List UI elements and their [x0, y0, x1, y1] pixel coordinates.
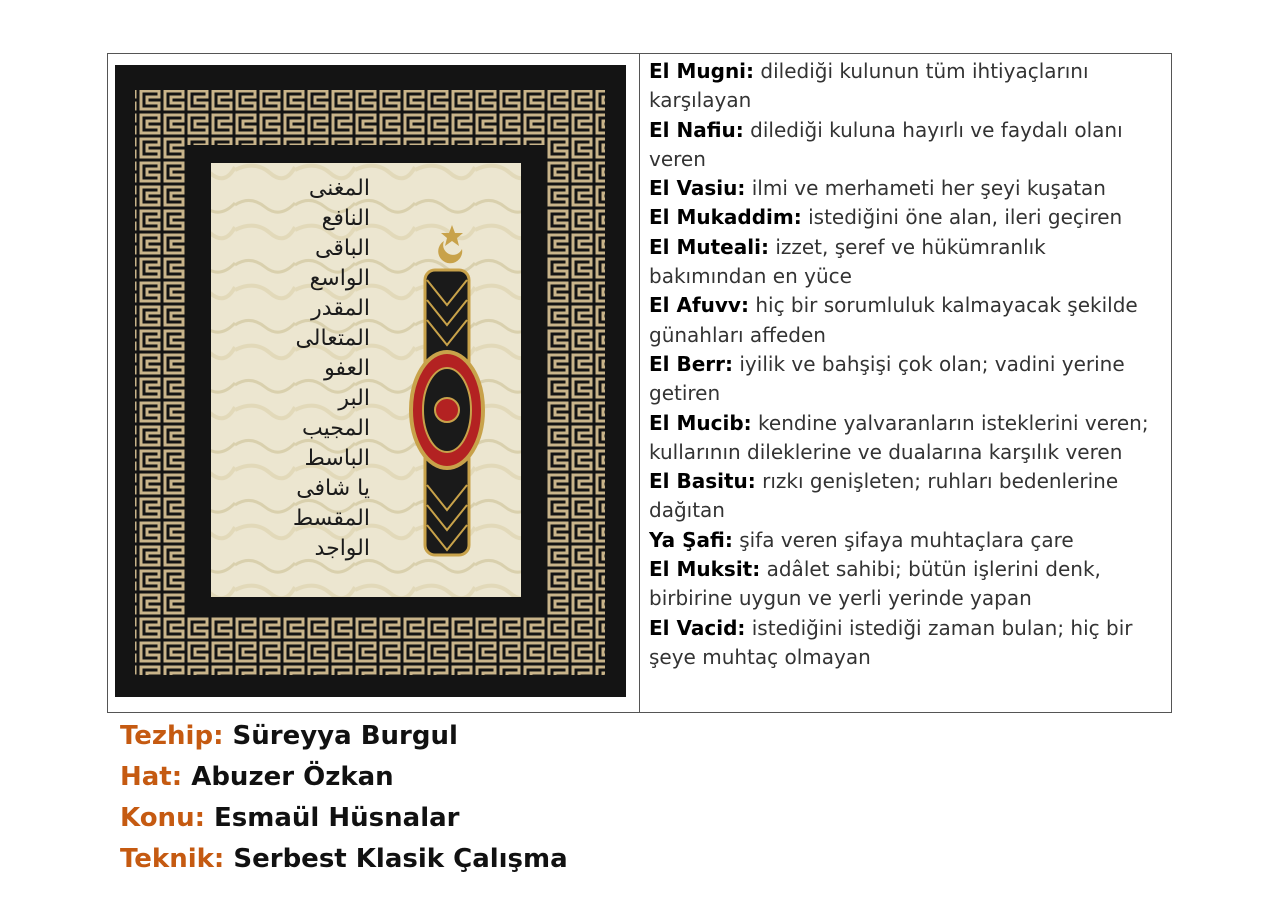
name-term: El Mukaddim:: [649, 205, 802, 230]
name-entry: [649, 291, 1163, 350]
calligraphy-artwork-image: [115, 65, 626, 697]
calligraphy-line: الباسط: [304, 446, 370, 471]
names-definitions-cell: [640, 54, 1171, 712]
name-entry: [649, 467, 1163, 526]
name-definition: şifa veren şifaya muhtaçlara çare: [739, 527, 1074, 552]
credit-value: Abuzer Özkan: [191, 762, 394, 792]
credit-line: [120, 757, 568, 798]
credit-line: [120, 798, 568, 839]
credit-line: [120, 716, 568, 757]
credit-value: Süreyya Burgul: [232, 721, 458, 751]
name-term: El Muteali:: [649, 234, 769, 259]
name-entry: [649, 409, 1163, 468]
name-entry: [649, 174, 1163, 203]
credit-label: Hat:: [120, 762, 183, 792]
calligraphy-line: يا شافى: [296, 476, 370, 501]
name-entry: [649, 116, 1163, 175]
credit-value: Serbest Klasik Çalışma: [233, 844, 568, 874]
calligraphy-line: الواجد: [314, 536, 370, 561]
name-definition: izzet, şeref ve hükümranlık bakımından en yüce: [649, 234, 1046, 289]
name-term: El Vasiu:: [649, 176, 746, 201]
name-entry: [649, 555, 1163, 614]
name-term: El Muksit:: [649, 557, 761, 582]
credit-label: Tezhip:: [120, 721, 224, 751]
name-definition: dilediği kuluna hayırlı ve faydalı olanı veren: [649, 117, 1123, 171]
credit-value: Esmaül Hüsnalar: [214, 803, 460, 833]
name-entry: [649, 614, 1163, 673]
calligraphy-line: الواسع: [309, 266, 370, 291]
name-definition: istediğini öne alan, ileri geçiren: [808, 205, 1123, 230]
name-definition: ilmi ve merhameti her şeyi kuşatan: [751, 176, 1106, 201]
credit-label: Teknik:: [120, 844, 225, 874]
calligraphy-line: البر: [338, 386, 370, 411]
name-term: El Afuvv:: [649, 293, 749, 318]
name-entry: [649, 233, 1163, 292]
name-term: El Vacid:: [649, 615, 746, 640]
name-term: El Mucib:: [649, 410, 752, 435]
name-term: Ya Şafi:: [649, 527, 733, 552]
name-entry: [649, 57, 1163, 116]
calligraphy-line: الباقى: [314, 236, 370, 261]
calligraphy-line: المتعالى: [295, 326, 370, 351]
name-term: El Nafiu:: [649, 117, 744, 142]
credits-block: [120, 716, 568, 880]
calligraphy-line: المغنى: [308, 176, 370, 201]
name-definition: istediğini istediği zaman bulan; hiç bir şeye muhtaç olmayan: [649, 615, 1133, 669]
artwork-cell: [108, 54, 640, 712]
name-definition: hiç bir sorumluluk kalmayacak şekilde günahları affeden: [649, 293, 1138, 347]
calligraphy-line: المقدر: [311, 296, 370, 321]
name-term: El Berr:: [649, 351, 734, 376]
name-definition: iyilik ve bahşişi çok olan; vadini yerine getiren: [649, 351, 1125, 406]
name-entry: [649, 350, 1163, 409]
credit-label: Konu:: [120, 803, 205, 833]
credit-line: [120, 839, 568, 880]
calligraphy-line: المجيب: [302, 416, 370, 441]
name-term: El Mugni:: [649, 59, 755, 83]
calligraphy-line: المقسط: [292, 506, 370, 531]
name-term: El Basitu:: [649, 469, 756, 494]
name-entry: [649, 203, 1163, 232]
name-definition: kendine yalvaranların isteklerini veren; kullarının dileklerine ve dualarına karşılık veren: [649, 410, 1149, 464]
calligraphy-line: النافع: [321, 206, 370, 231]
name-definition: rızkı genişleten; ruhları bedenlerine dağıtan: [649, 469, 1119, 523]
name-definition: adâlet sahibi; bütün işlerini denk, birbirine uygun ve yerli yerinde yapan: [649, 557, 1101, 611]
calligraphy-line: العفو: [324, 356, 370, 381]
name-definition: dilediği kulunun tüm ihtiyaçlarını karşılayan: [649, 59, 1089, 113]
name-entry: [649, 526, 1163, 555]
artwork-illustration: [115, 65, 626, 697]
content-table: [107, 53, 1172, 713]
